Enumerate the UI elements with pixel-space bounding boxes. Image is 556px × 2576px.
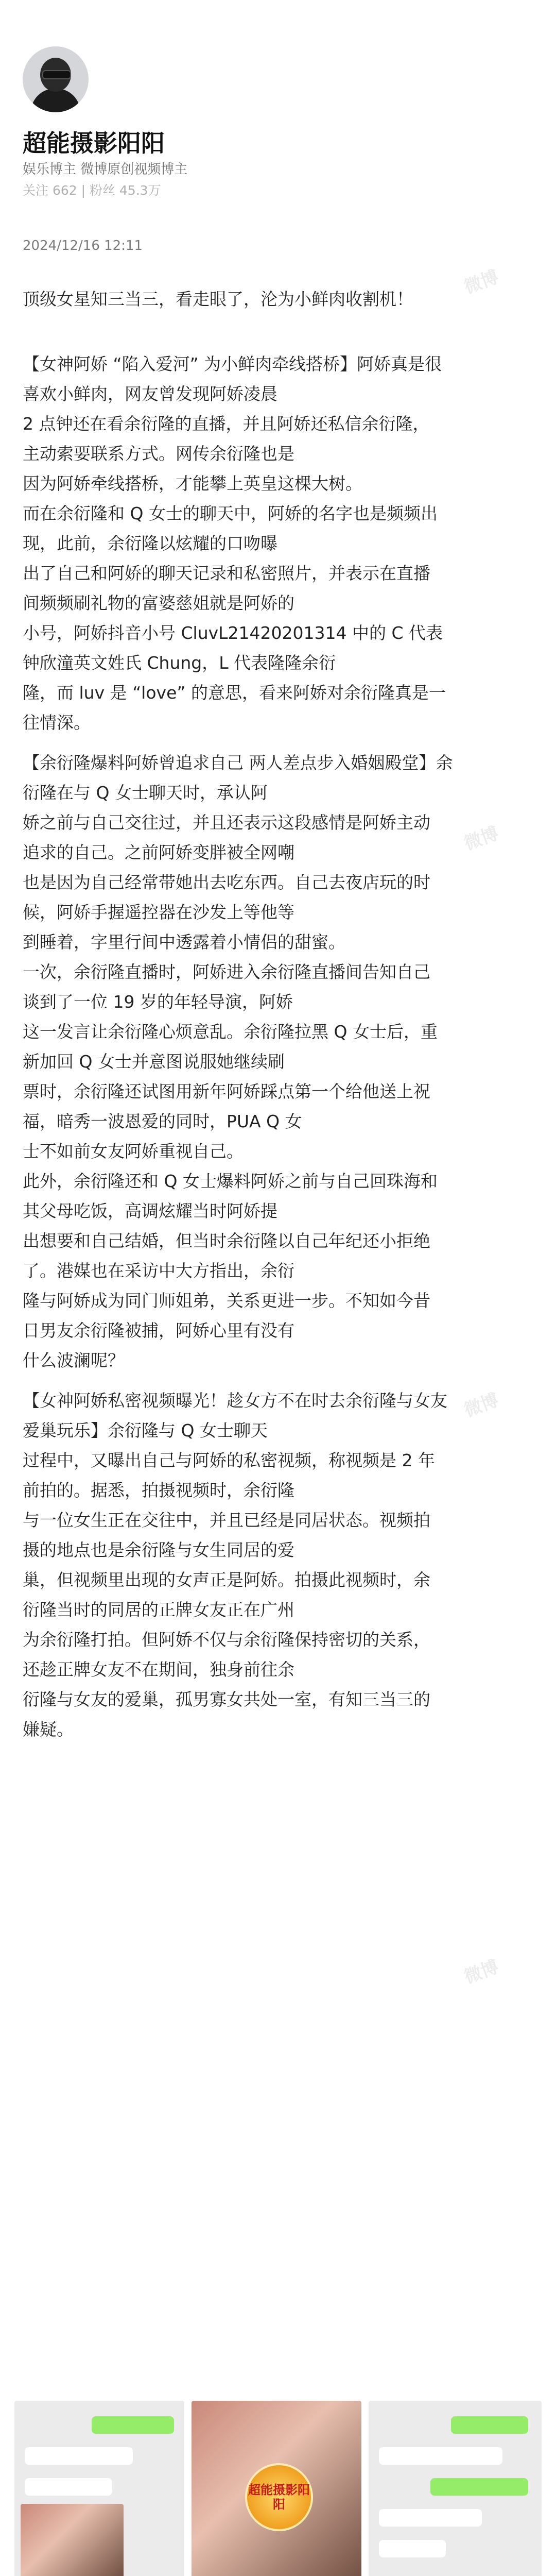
paragraph-line: 娇之前与自己交往过，并且还表示这段感情是阿娇主动: [23, 812, 430, 833]
paragraph-line: 为余衍隆打拍。但阿娇不仅与余衍隆保持密切的关系，: [23, 1630, 430, 1650]
paragraph-line: 也是因为自己经常带她出去吃东西。自己去夜店玩的时: [23, 872, 430, 892]
paragraph-line: 隆，而 luv 是 “love” 的意思，看来阿娇对余衍隆真是一: [23, 683, 446, 703]
profile-stats: 关注 662 | 粉丝 45.3万: [23, 183, 161, 198]
paragraph-line: 前拍的。据悉，拍摄视频时，余衍隆: [23, 1480, 294, 1500]
photo-thumbnail[interactable]: [192, 2401, 361, 2576]
paragraph-line: 新加回 Q 女士并意图说服她继续刷: [23, 1052, 285, 1072]
paragraph-line: 而在余衍隆和 Q 女士的聊天中，阿娇的名字也是频频出: [23, 503, 438, 523]
post-timestamp: 2024/12/16 12:11: [23, 238, 143, 253]
paragraph-line: 爱巢玩乐】余衍隆与 Q 女士聊天: [23, 1420, 268, 1440]
paragraph-line: 间频频刷礼物的富婆慈姐就是阿娇的: [23, 593, 294, 613]
paragraph-line: 了。港媒也在采访中大方指出，余衍: [23, 1261, 294, 1281]
paragraph-line: 出想要和自己结婚，但当时余衍隆以自己年纪还小拒绝: [23, 1231, 430, 1251]
paragraph-line: 这一发言让余衍隆心烦意乱。余衍隆拉黑 Q 女士后，重: [23, 1022, 438, 1042]
post-body: [23, 264, 532, 1755]
avatar[interactable]: [23, 46, 89, 112]
profile-header: [23, 46, 537, 211]
post-paragraph: [23, 1386, 532, 1744]
chat-screenshot-thumbnail[interactable]: [14, 2401, 184, 2576]
paragraph-line: 钟欣潼英文姓氏 Chung，L 代表隆隆余衍: [23, 653, 336, 673]
paragraph-line: 隆与阿娇成为同门师姐弟，关系更进一步。不知如今昔: [23, 1291, 430, 1311]
paragraph-line: 现，此前，余衍隆以炫耀的口吻曝: [23, 533, 277, 553]
watermark: 微博: [461, 1389, 501, 1421]
paragraph-line: 喜欢小鲜肉，网友曾发现阿娇凌晨: [23, 384, 277, 404]
paragraph-line: 摄的地点也是余衍隆与女生同居的爱: [23, 1540, 294, 1560]
paragraph-line: 候，阿娇手握遥控器在沙发上等他等: [23, 902, 294, 922]
paragraph-line: 其父母吃饭，高调炫耀当时阿娇提: [23, 1201, 277, 1221]
post-intro: 顶级女星知三当三，看走眼了，沦为小鲜肉收割机！: [23, 289, 413, 309]
post-paragraph: [23, 349, 532, 738]
paragraph-line: 嫌疑。: [23, 1719, 74, 1739]
paragraph-line: 【女神阿娇私密视频曝光！趁女方不在时去余衍隆与女友: [23, 1391, 447, 1411]
paragraph-line: 什么波澜呢？: [23, 1350, 125, 1370]
paragraph-line: 小号，阿娇抖音小号 CluvL21420201314 中的 C 代表: [23, 623, 443, 643]
media-grid: [14, 2401, 542, 2576]
paragraph-line: 一次，余衍隆直播时，阿娇进入余衍隆直播间告知自己: [23, 962, 430, 982]
paragraph-line: 日男友余衍隆被捕，阿娇心里有没有: [23, 1320, 294, 1341]
paragraph-line: 衍隆当时的同居的正牌女友正在广州: [23, 1600, 294, 1620]
paragraph-line: 此外，余衍隆还和 Q 女士爆料阿娇之前与自己回珠海和: [23, 1171, 438, 1191]
watermark: 微博: [461, 823, 501, 855]
paragraph-line: 与一位女生正在交往中，并且已经是同居状态。视频拍: [23, 1510, 430, 1530]
paragraph-line: 士不如前女友阿娇重视自己。: [23, 1141, 244, 1161]
paragraph-line: 【余衍隆爆料阿娇曾追求自己 两人差点步入婚姻殿堂】余: [23, 753, 453, 773]
paragraph-line: 谈到了一位 19 岁的年轻导演，阿娇: [23, 992, 293, 1012]
watermark: 微博: [461, 1956, 501, 1988]
paragraph-line: 因为阿娇牵线搭桥，才能攀上英皇这棵大树。: [23, 473, 362, 494]
paragraph-line: 巢，但视频里出现的女声正是阿娇。拍摄此视频时，余: [23, 1570, 430, 1590]
username[interactable]: 超能摄影阳阳: [23, 129, 165, 157]
watermark: 微博: [461, 266, 501, 298]
paragraph-line: 2 点钟还在看余衍隆的直播，并且阿娇还私信余衍隆，: [23, 414, 430, 434]
post-paragraph: [23, 748, 532, 1376]
paragraph-line: 追求的自己。之前阿娇变胖被全网嘲: [23, 842, 294, 862]
paragraph-line: 票时，余衍隆还试图用新年阿娇踩点第一个给他送上祝: [23, 1081, 430, 1101]
paragraph-line: 【女神阿娇 “陷入爱河” 为小鲜肉牵线搭桥】阿娇真是很: [23, 354, 442, 374]
watermark-badge: 超能摄影阳阳: [245, 2463, 313, 2531]
chat-screenshot-thumbnail[interactable]: [369, 2401, 542, 2576]
paragraph-line: 过程中，又曝出自己与阿娇的私密视频，称视频是 2 年: [23, 1450, 435, 1470]
paragraph-line: 还趁正牌女友不在期间，独身前往余: [23, 1659, 294, 1680]
paragraph-line: 衍隆在与 Q 女士聊天时，承认阿: [23, 783, 268, 803]
paragraph-line: 福，暗秀一波恩爱的同时，PUA Q 女: [23, 1111, 302, 1131]
paragraph-line: 往情深。: [23, 713, 91, 733]
paragraph-line: 衍隆与女友的爱巢，孤男寡女共处一室，有知三当三的: [23, 1689, 430, 1709]
paragraph-line: 出了自己和阿娇的聊天记录和私密照片，并表示在直播: [23, 563, 430, 583]
paragraph-line: 主动索要联系方式。网传余衍隆也是: [23, 444, 294, 464]
paragraph-line: 到睡着，字里行间中透露着小情侣的甜蜜。: [23, 932, 345, 952]
profile-tagline: 娱乐博主 微博原创视频博主: [23, 162, 188, 177]
